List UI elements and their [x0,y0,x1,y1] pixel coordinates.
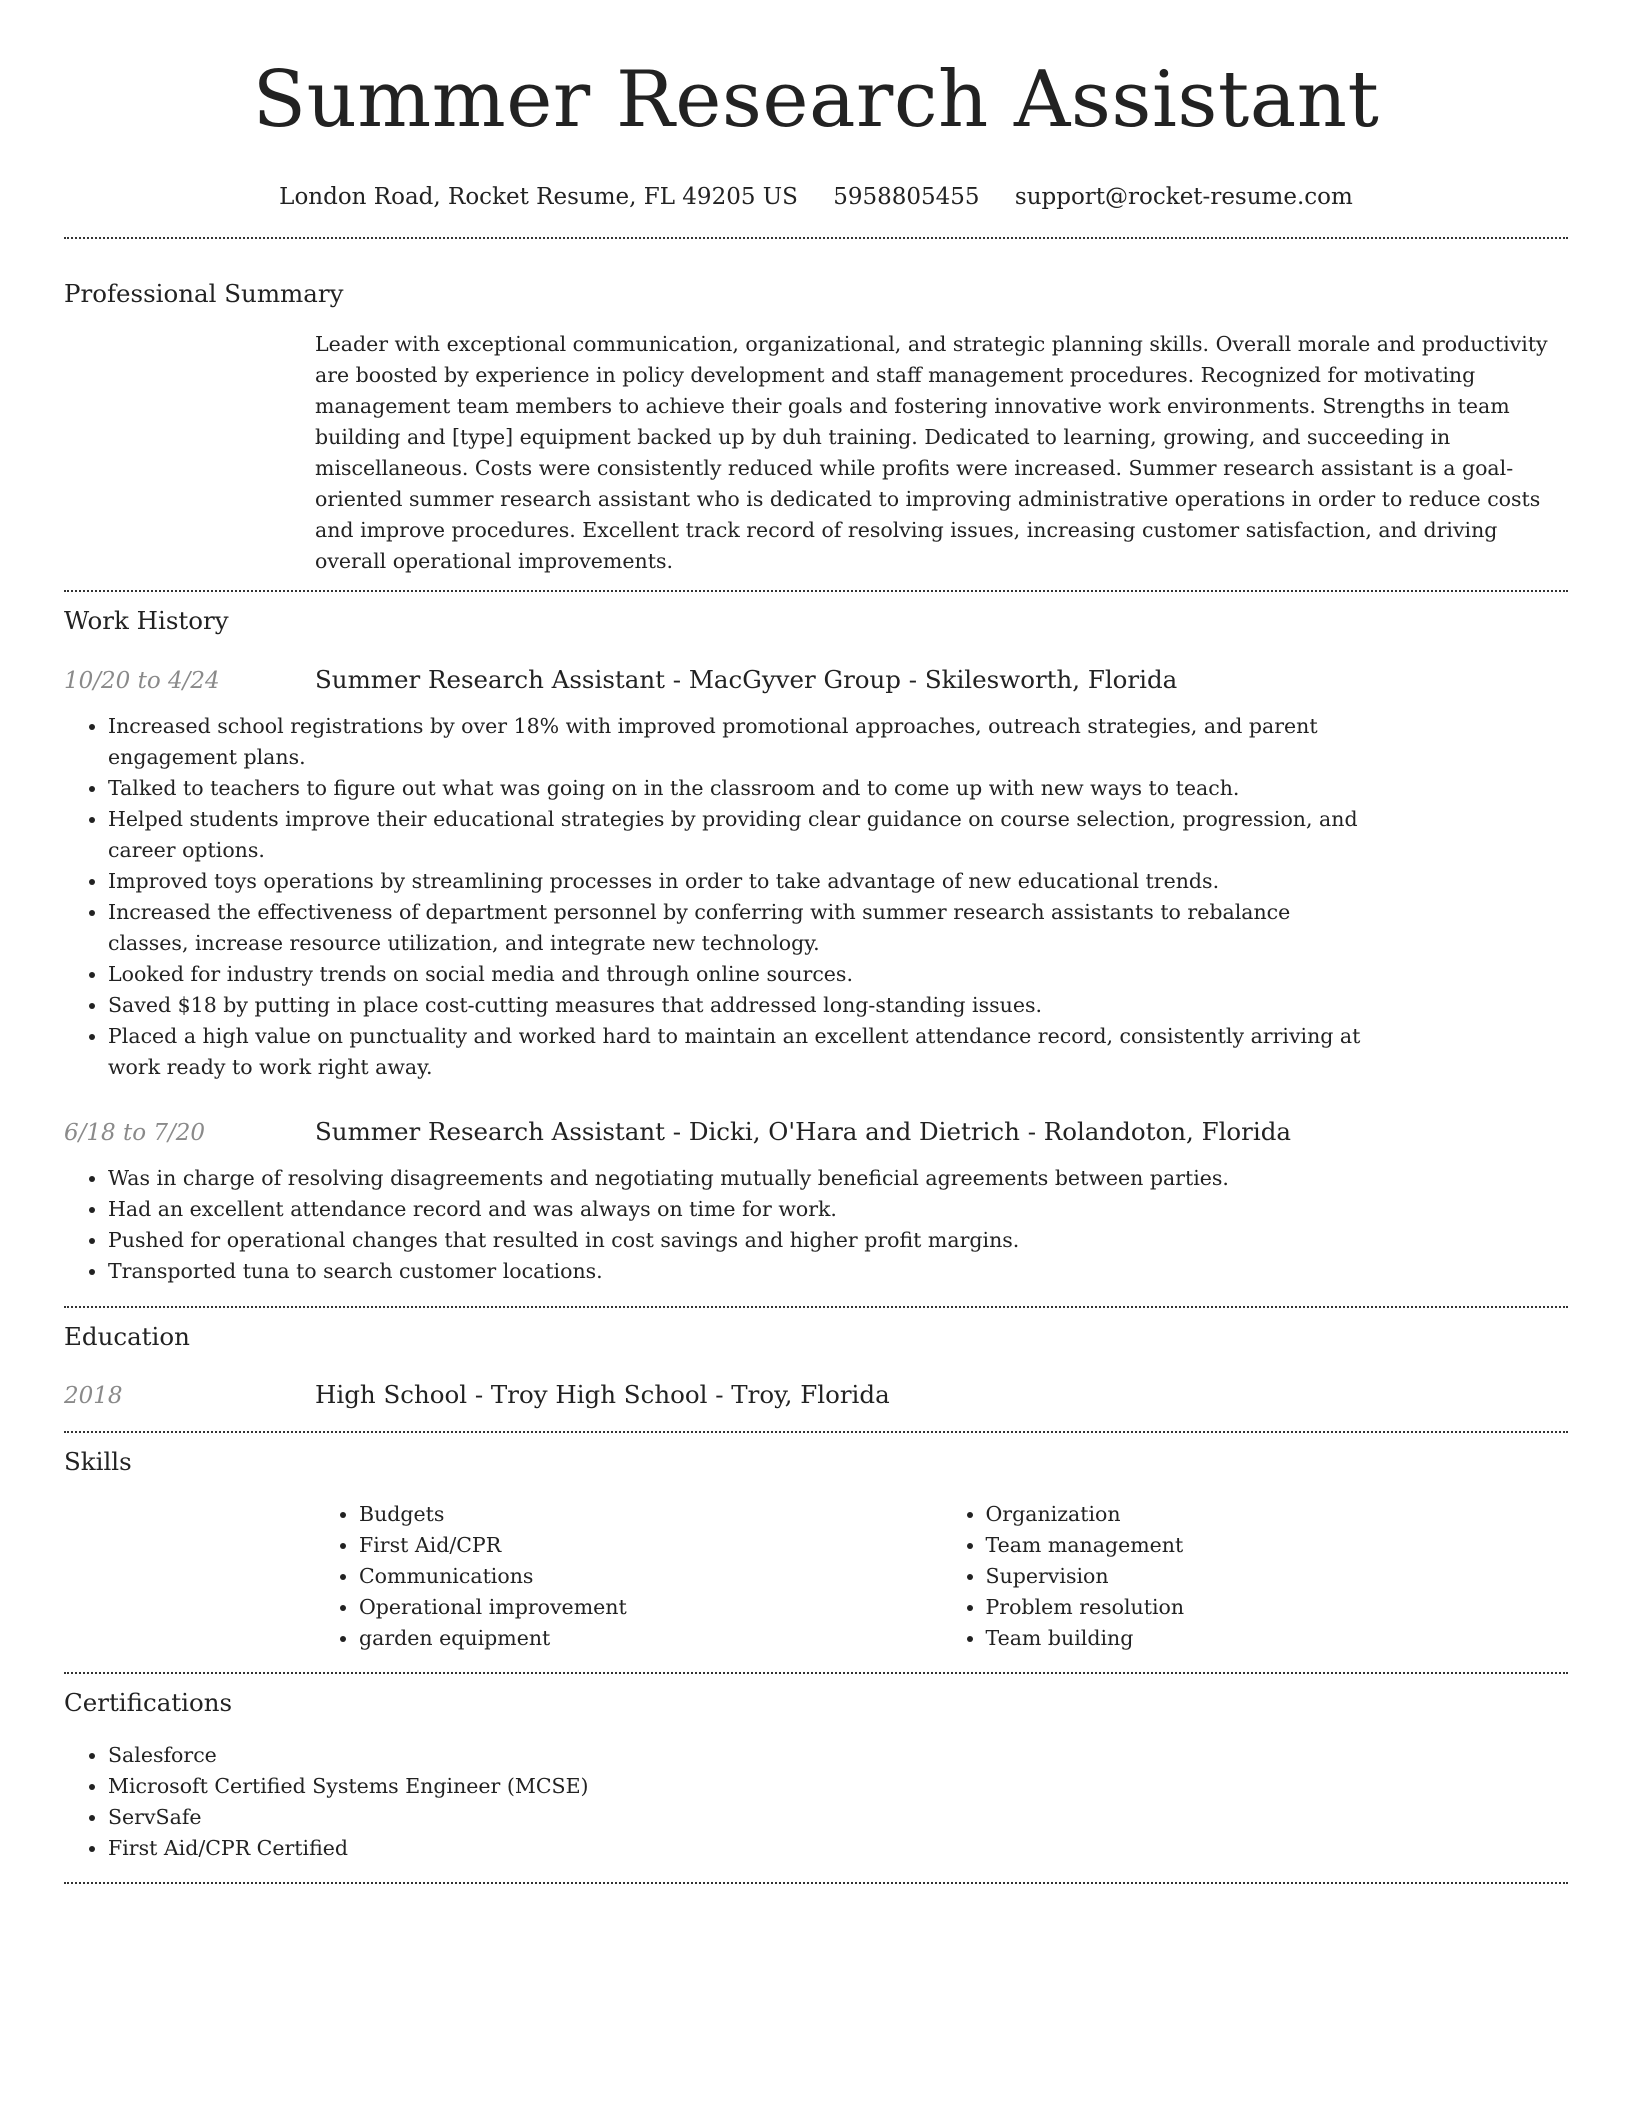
job-dates: 6/18 to 7/20 [64,1120,206,1146]
education-year: 2018 [64,1383,123,1409]
certifications-list [64,1740,1361,1864]
list-item: • Transported tuna to search customer locations. [108,1256,1361,1287]
list-item: • Microsoft Certified Systems Engineer (MCSE) [108,1771,1361,1802]
section-title-education: Education [64,1322,190,1351]
summary-section [64,239,1568,577]
job-entry [64,664,1568,1083]
list-item: • ServSafe [108,1802,1361,1833]
list-item: • Increased the effectiveness of department personnel by conferring with summer research assistants to rebalance classes, increase resource utilization, and integrate new technology. [108,897,1361,959]
skills-columns [315,1499,1568,1654]
list-item: • Problem resolution [986,1592,1569,1623]
job-entry [64,1116,1568,1287]
list-item: • First Aid/CPR [359,1530,942,1561]
job-heading: Summer Research Assistant - MacGyver Group - Skilesworth, Florida [315,665,1178,694]
list-item: • Looked for industry trends on social media and through online sources. [108,959,1361,990]
phone-text: 5958805455 [833,184,980,210]
list-item: • Salesforce [108,1740,1361,1771]
list-item: • Saved $18 by putting in place cost-cutting measures that addressed long-standing issues. [108,990,1361,1021]
resume-header [64,0,1568,212]
work-history-section [64,592,1568,1287]
list-item: • Team management [986,1530,1569,1561]
list-item: • Increased school registrations by over 18% with improved promotional approaches, outreach strategies, and parent engagement plans. [108,711,1361,773]
list-item: • Talked to teachers to figure out what was going on in the classroom and to come up with new ways to teach. [108,773,1361,804]
skills-list-right [942,1499,1569,1654]
section-title-work-history: Work History [64,606,229,635]
section-title-summary: Professional Summary [64,279,344,308]
education-heading: High School - Troy High School - Troy, Florida [315,1380,890,1409]
list-item: • Pushed for operational changes that resulted in cost savings and higher profit margins. [108,1225,1361,1256]
list-item: • Operational improvement [359,1592,942,1623]
list-item: • Team building [986,1623,1569,1654]
list-item: • First Aid/CPR Certified [108,1833,1361,1864]
section-title-certifications: Certifications [64,1688,233,1717]
email-text: support@rocket-resume.com [1014,184,1353,210]
list-item: • Placed a high value on punctuality and worked hard to maintain an excellent attendance record, consistently arriving at work ready to work right away. [108,1021,1361,1083]
education-section [64,1308,1568,1412]
skills-list-left [315,1499,942,1654]
job-heading: Summer Research Assistant - Dicki, O'Hara and Dietrich - Rolandoton, Florida [315,1117,1291,1146]
candidate-name: Summer Research Assistant [252,55,1380,145]
job-bullet-list [64,1163,1361,1287]
list-item: • Improved toys operations by streamlining processes in order to take advantage of new educational trends. [108,866,1361,897]
list-item: • Organization [986,1499,1569,1530]
resume-page [64,0,1568,1884]
job-bullet-list [64,711,1361,1083]
summary-text: Leader with exceptional communication, organizational, and strategic planning skills. Overall morale and productivity are boosted by experience in policy development and staff management procedures. Recognized for motivating management team members to achieve their goals and fostering innovative work environments. Strengths in team building and [type] equipment backed up by duh training. Dedicated to learning, growing, and succeeding in miscellaneous. Costs were consistently reduced while profits were increased. Summer research assistant is a goal-oriented summer research assistant who is dedicated to improving administrative operations in order to reduce costs and improve procedures. Excellent track record of resolving issues, increasing customer satisfaction, and driving overall operational improvements. [315,332,1548,573]
list-item: • Communications [359,1561,942,1592]
list-item: • Supervision [986,1561,1569,1592]
section-title-skills: Skills [64,1447,132,1476]
list-item: • Had an excellent attendance record and was always on time for work. [108,1194,1361,1225]
address-text: London Road, Rocket Resume, FL 49205 US [279,184,798,210]
job-dates: 10/20 to 4/24 [64,668,220,694]
list-item: • garden equipment [359,1623,942,1654]
list-item: • Was in charge of resolving disagreements and negotiating mutually beneficial agreements between parties. [108,1163,1361,1194]
education-entry [64,1379,1568,1412]
list-item: • Budgets [359,1499,942,1530]
section-divider [64,1882,1568,1884]
certifications-section [64,1674,1568,1864]
list-item: • Helped students improve their educational strategies by providing clear guidance on course selection, progression, and career options. [108,804,1361,866]
contact-line [64,182,1568,212]
skills-section [64,1433,1568,1654]
